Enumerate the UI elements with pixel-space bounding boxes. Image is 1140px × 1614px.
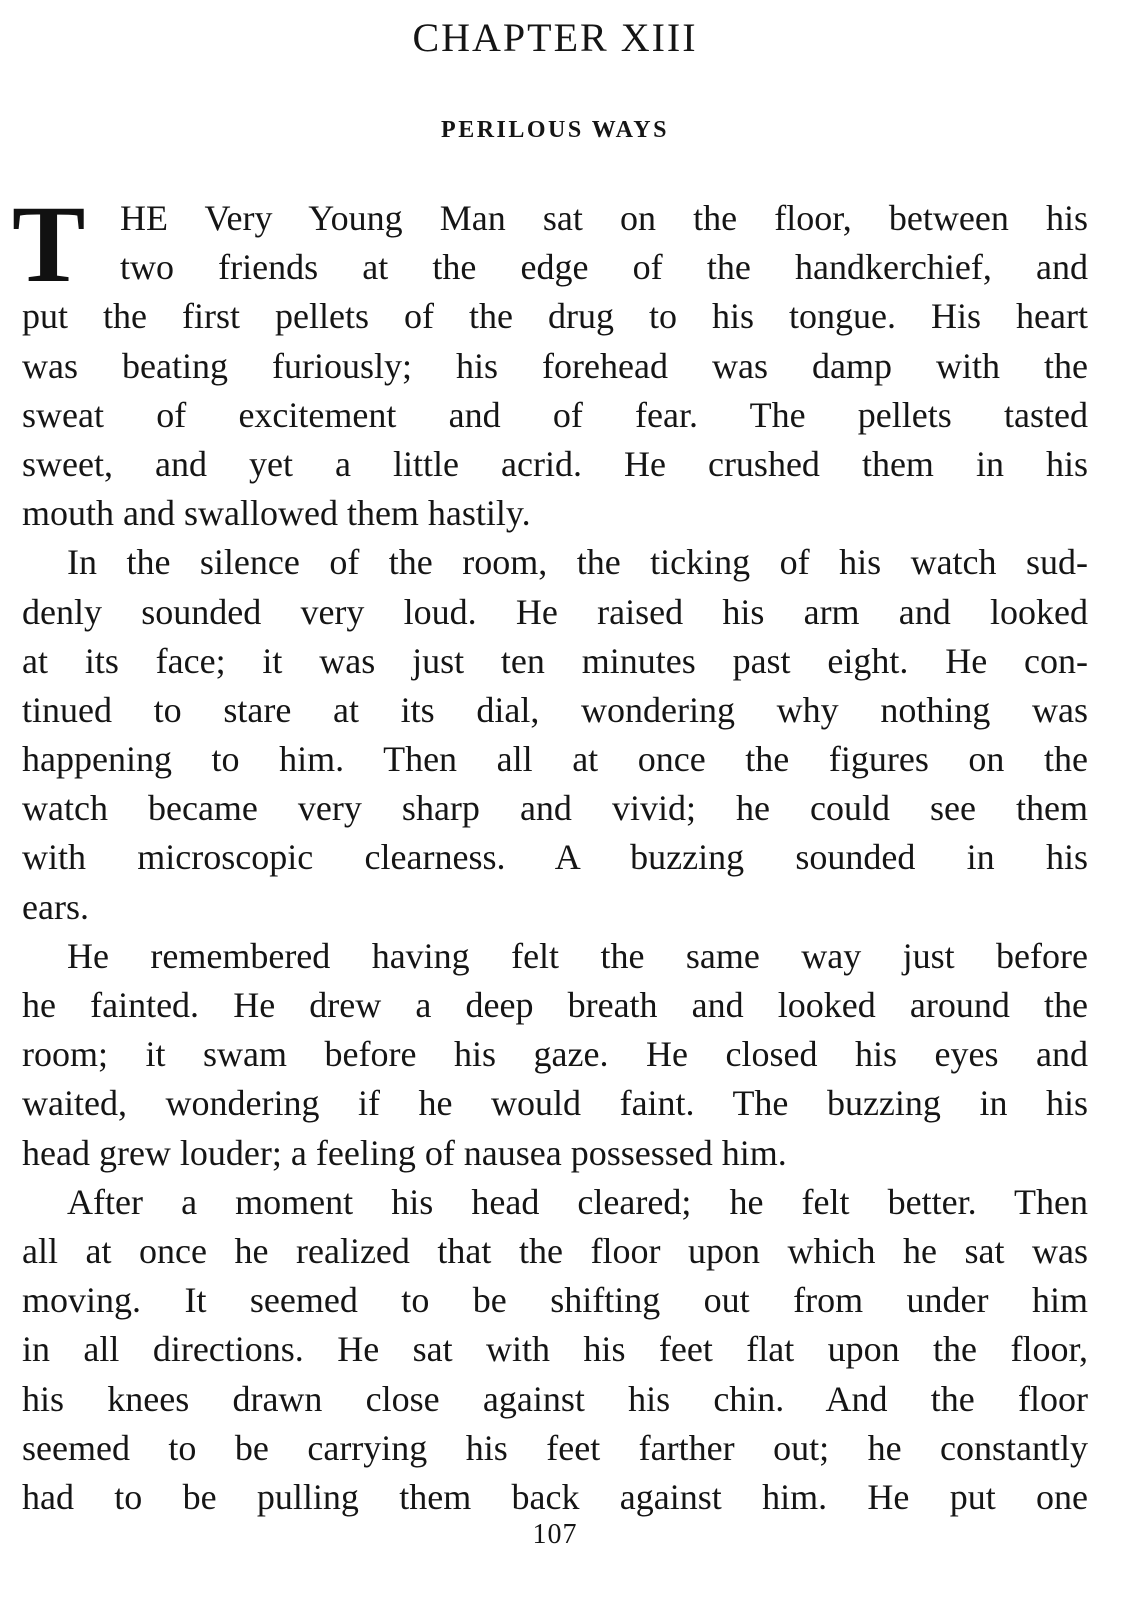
text-line: In the silence of the room, the ticking of his watch sud-	[67, 542, 1088, 583]
chapter-subtitle: PERILOUS WAYS	[441, 117, 669, 143]
text-line: seemed to be carrying his feet farther out; he constantly	[22, 1427, 1088, 1468]
text-line: He remembered having felt the same way just before	[67, 935, 1088, 976]
book-page	[12, 0, 1088, 1614]
text-line: was beating furiously; his forehead was damp with the	[22, 345, 1088, 386]
text-line: in all directions. He sat with his feet flat upon the floor,	[22, 1329, 1088, 1370]
drop-cap: T	[12, 183, 86, 305]
chapter-title: CHAPTER XIII	[412, 15, 698, 60]
text-line: mouth and swallowed them hastily.	[22, 493, 531, 534]
text-line: sweet, and yet a little acrid. He crushed them in his	[22, 443, 1088, 484]
text-line: moving. It seemed to be shifting out from under him	[22, 1280, 1088, 1321]
text-line: he fainted. He drew a deep breath and looked around the	[22, 985, 1088, 1025]
text-line: waited, wondering if he would faint. The buzzing in his	[22, 1083, 1088, 1124]
page-number: 107	[532, 1519, 578, 1550]
text-line: at its face; it was just ten minutes past eight. He con-	[22, 640, 1088, 681]
text-line: After a moment his head cleared; he felt better. Then	[67, 1181, 1088, 1222]
text-line: tinued to stare at its dial, wondering why nothing was	[22, 689, 1088, 730]
text-line: happening to him. Then all at once the figures on the	[22, 739, 1088, 780]
text-line: denly sounded very loud. He raised his arm and looked	[22, 591, 1088, 632]
text-line: had to be pulling them back against him. He put one	[22, 1476, 1088, 1517]
text-line: his knees drawn close against his chin. And the floor	[22, 1378, 1088, 1419]
text-line: put the first pellets of the drug to his tongue. His heart	[22, 296, 1088, 337]
text-line: room; it swam before his gaze. He closed his eyes and	[22, 1034, 1088, 1075]
chapter-body	[12, 183, 1088, 1522]
text-line-content: HE Very Young Man sat on the floor, between his	[120, 198, 1088, 238]
text-line: sweat of excitement and of fear. The pellets tasted	[22, 394, 1088, 435]
text-line: all at once he realized that the floor upon which he sat was	[22, 1230, 1088, 1271]
text-line: with microscopic clearness. A buzzing sounded in his	[22, 837, 1088, 878]
text-line: two friends at the edge of the handkerchief, and	[120, 247, 1088, 288]
text-line: head grew louder; a feeling of nausea possessed him.	[22, 1132, 787, 1173]
text-line: ears.	[22, 886, 89, 927]
text-line: watch became very sharp and vivid; he could see them	[22, 788, 1088, 829]
